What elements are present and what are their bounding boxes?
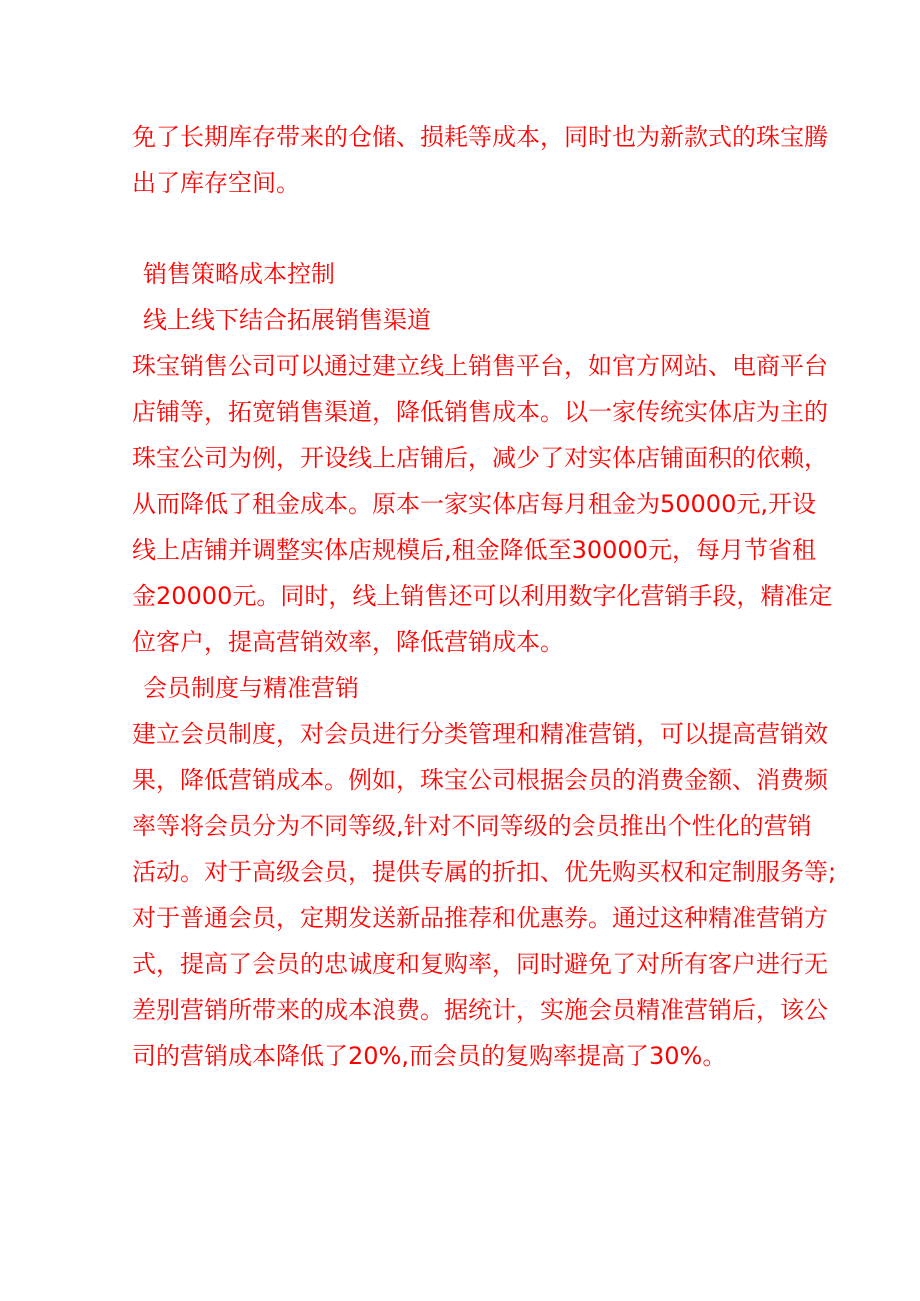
paragraph-line: 珠宝销售公司可以通过建立线上销售平台，如官方网站、电商平台 [132,352,828,380]
intro-paragraph [132,114,828,206]
paragraph-line: 式，提高了会员的忠诚度和复购率，同时避免了对所有客户进行无 [132,950,828,978]
paragraph-line: 司的营销成本降低了20%,而会员的复购率提高了30%。 [132,1042,727,1070]
paragraph-line: 位客户，提高营销效率，降低营销成本。 [132,628,564,656]
paragraph-line: 店铺等，拓宽销售渠道，降低销售成本。以一家传统实体店为主的 [132,398,828,426]
paragraph-line: 差别营销所带来的成本浪费。据统计，实施会员精准营销后，该公 [132,996,828,1024]
paragraph-line: 珠宝公司为例，开设线上店铺后，减少了对实体店铺面积的依赖， [132,444,828,472]
paragraph-line: 金20000元。同时，线上销售还可以利用数字化营销手段，精准定 [132,582,833,610]
paragraph-line: 从而降低了租金成本。原本一家实体店每月租金为50000元,开设 [132,490,816,518]
paragraph-line: 建立会员制度，对会员进行分类管理和精准营销，可以提高营销效 [132,720,828,748]
main-content [132,251,837,1079]
section-heading: 销售策略成本控制 [143,260,335,288]
subsection-heading-membership: 会员制度与精准营销 [143,674,359,702]
subsection-heading-online-offline: 线上线下结合拓展销售渠道 [143,306,431,334]
paragraph-line: 免了长期库存带来的仓储、损耗等成本，同时也为新款式的珠宝腾 [132,123,828,151]
paragraph-line: 对于普通会员，定期发送新品推荐和优惠券。通过这种精准营销方 [132,904,828,932]
paragraph-line: 出了库存空间。 [132,169,300,197]
paragraph-line: 率等将会员分为不同等级,针对不同等级的会员推出个性化的营销 [132,812,812,840]
paragraph-line: 果，降低营销成本。例如，珠宝公司根据会员的消费金额、消费频 [132,766,828,794]
paragraph-line: 活动。对于高级会员，提供专属的折扣、优先购买权和定制服务等; [132,858,837,886]
paragraph-line: 线上店铺并调整实体店规模后,租金降低至30000元，每月节省租 [132,536,816,564]
